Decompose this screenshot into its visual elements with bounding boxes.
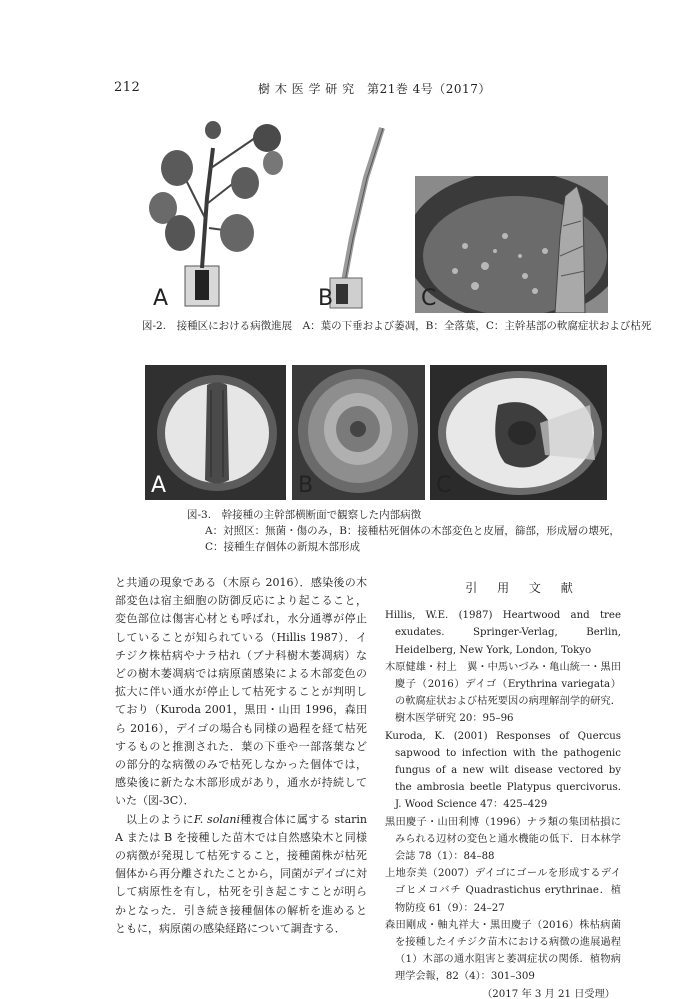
figure3-label-b: B xyxy=(298,473,314,498)
figure3-caption-line3: C：接種生存個体の新規木部形成 xyxy=(205,541,361,553)
reference-item: 上地奈美（2007）デイゴにゴールを形成するデイゴヒメコバチ Quadrastichus erythrinae．植物防疫 61（9）：24–27 xyxy=(385,868,621,914)
figure3-label-c: C xyxy=(436,473,452,498)
body-paragraph-2-end: 種複合体に属する starin A または B を接種した苗木では自然感染木と同様の病徴が発現して枯死すること，接種菌株が枯死個体から再分離されたことから，同菌がデイゴに対して病原性を有し，枯死を引き起こすことが明らかとなった．引き続き接種個体の解析を進めるとともに，病原菌の感染経路について調査する． xyxy=(115,812,368,935)
page-header xyxy=(0,80,697,100)
references-section xyxy=(385,574,621,999)
figure3-label-a: A xyxy=(151,473,167,498)
reference-item: Kuroda, K. (2001) Responses of Quercus sapwood to infection with the pathogenic fungus of a new wilt disease vectored by the ambrosia beetle Platypus quercivorus. J. Wood Science 47：425–429 xyxy=(385,730,621,811)
body-paragraph-2-start: 以上のように xyxy=(126,812,194,826)
figure2-caption: 図-2. 接種区における病徴進展 A：葉の下垂および萎凋，B：全落葉，C：主幹基部の軟腐症状および枯死 xyxy=(142,320,652,332)
figure2-label-c: C xyxy=(421,286,437,311)
figure3-photo-b xyxy=(292,365,425,500)
references-title: 引 用 文 献 xyxy=(465,581,581,595)
body-paragraph-1: と共通の現象である（木原ら 2016）．感染後の木部変色は宿主細胞の防御反応により起こること，変色部位は傷害心材とも呼ばれ，水分通導が停止していることが知られている（Hillis 1987）．イチジク株枯病やナラ枯れ（ブナ科樹木萎凋病）などの樹木萎凋病では病原菌感染による木部変色の拡大に伴い通水が停止して枯死することが判明しており（Kuroda 2001，黒田・山田 1996，森田ら 2016），デイゴの場合も同様の過程を経て枯死するものと推測された．葉の下垂や一部落葉などの部分的な病徴のみで枯死しなかった個体では，感染後に新たな木部形成があり，通水が持続していた（図-3C）． xyxy=(115,576,367,808)
body-paragraph-2 xyxy=(115,811,367,938)
figure2-label-b: B xyxy=(318,286,334,311)
body-text xyxy=(115,574,367,938)
figure2-photo-c xyxy=(415,176,608,313)
figure2-photo-b xyxy=(300,108,410,313)
reference-item: Hillis, W.E. (1987) Heartwood and tree exudates. Springer-Verlag, Berlin, Heidelberg, New York, London, Tokyo xyxy=(385,610,621,656)
reference-item: 黒田慶子・山田利博（1996）ナラ類の集団枯損にみられる辺材の変色と通水機能の低下．日本林学会誌 78（1）：84–88 xyxy=(385,816,621,863)
reference-item: 森田剛成・軸丸祥大・黒田慶子（2016）株枯病菌を接種したイチジク苗木における病徴の進展過程（1）木部の通水阻害と萎凋症状の関係．植物病理学会報，82（4）：301–309 xyxy=(385,919,621,983)
reference-item: 木原健雄・村上 翼・中馬いづみ・亀山統一・黒田慶子（2016）デイゴ（Erythrina variegata）の軟腐症状および枯死要因の病理解剖学的研究．樹木医学研究 20：95–96 xyxy=(385,661,621,725)
received-date: （2017 年 3 月 21 日受理） xyxy=(482,988,615,999)
figure2-label-a: A xyxy=(153,286,169,311)
figure3-caption-line1: 図-3. 幹接種の主幹部横断面で観察した内部病徴 xyxy=(187,509,422,521)
journal-title: 樹 木 医 学 研 究 第21巻 4号（2017） xyxy=(258,82,491,96)
figure3-caption-line2: A：対照区：無菌・傷のみ，B：接種枯死個体の木部変色と皮層，篩部，形成層の壊死， xyxy=(205,525,620,537)
figure3-photo-c xyxy=(430,365,607,500)
figure2-photo-a xyxy=(145,108,297,313)
species-name: F. solani xyxy=(193,812,240,826)
figure3-photo-a xyxy=(145,365,286,500)
page-number: 212 xyxy=(114,80,141,95)
